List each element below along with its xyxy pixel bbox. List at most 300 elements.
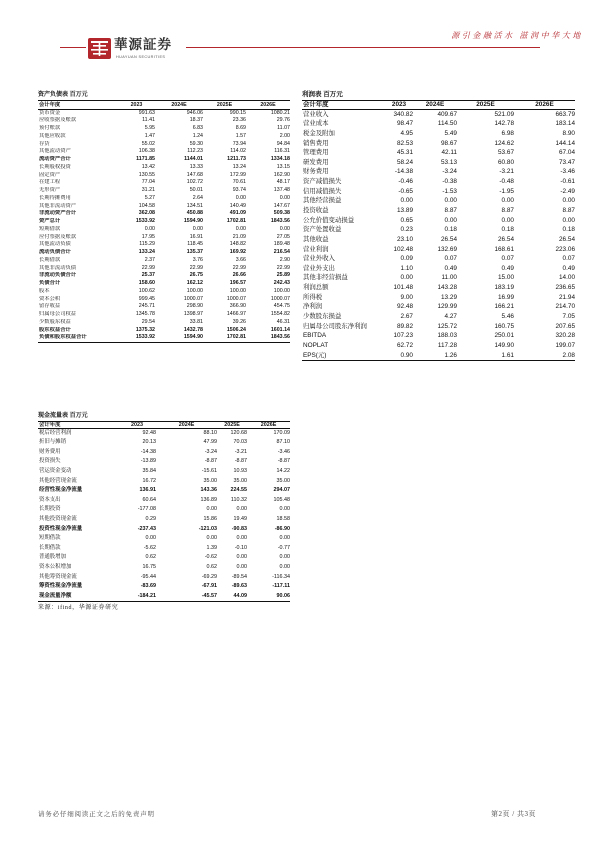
- table-row: [38, 226, 290, 234]
- row-value: 16.72: [142, 477, 156, 484]
- row-value: 1.26: [444, 351, 457, 359]
- row-label: 普通股增加: [39, 554, 66, 561]
- row-label: 应收票据及账款: [39, 117, 77, 124]
- table-row: [302, 235, 575, 245]
- table-row: [302, 139, 575, 149]
- table-row: [38, 334, 290, 342]
- row-value: 25.37: [141, 272, 155, 279]
- row-value: 0.00: [236, 506, 247, 513]
- row-value: 17.95: [141, 233, 155, 240]
- column-header: 2025E: [224, 422, 240, 428]
- table-row: [38, 296, 290, 304]
- row-value: 16.75: [142, 563, 156, 570]
- row-label: 流动负债合计: [39, 249, 71, 256]
- table-row: [38, 544, 290, 554]
- row-value: 1.24: [192, 132, 203, 139]
- table-row: [38, 110, 290, 118]
- row-value: 1211.73: [227, 156, 246, 163]
- header-rule: [186, 47, 540, 48]
- row-value: -8.87: [204, 458, 217, 465]
- table-row: [38, 563, 290, 573]
- row-value: -3.21: [234, 448, 247, 455]
- table-row: [302, 196, 575, 206]
- table-row: [302, 177, 575, 187]
- cash-flow-table: [38, 411, 290, 602]
- table-title: 现金流量表 百万元: [38, 413, 88, 419]
- row-label: 财务费用: [39, 448, 61, 455]
- row-value: 1554.82: [270, 311, 290, 318]
- table-row: [38, 141, 290, 149]
- row-value: 26.66: [232, 272, 246, 279]
- row-value: 35.00: [233, 477, 247, 484]
- row-value: 44.09: [233, 592, 247, 599]
- row-value: -237.43: [137, 525, 156, 532]
- row-value: 0.00: [444, 197, 457, 205]
- row-value: 1144.01: [184, 156, 203, 163]
- row-label: 长期借款: [39, 256, 61, 263]
- row-label: 非流动负债合计: [39, 272, 77, 279]
- row-value: 340.82: [393, 110, 413, 118]
- row-value: 0.62: [206, 563, 217, 570]
- row-label: 现金流量净额: [39, 592, 72, 599]
- row-value: 73.47: [559, 158, 575, 166]
- row-value: 0.90: [400, 351, 413, 359]
- row-value: 118.45: [187, 241, 203, 248]
- row-value: 0.49: [562, 264, 575, 272]
- table-bottom-rule: [38, 342, 290, 343]
- row-label: 长期股权投资: [39, 163, 71, 170]
- row-label: 资本公积: [39, 295, 61, 302]
- row-value: 183.14: [555, 120, 575, 128]
- table-row: [38, 187, 290, 195]
- row-value: 11.07: [277, 125, 290, 132]
- row-value: 8.87: [562, 207, 575, 214]
- table-row: [38, 429, 290, 439]
- row-value: 98.47: [397, 120, 413, 128]
- row-label: 信用减值损失: [303, 187, 342, 195]
- row-value: 94.84: [276, 140, 290, 147]
- row-value: 23.10: [397, 235, 413, 243]
- row-value: 58.24: [397, 158, 413, 166]
- column-header: 2025E: [216, 102, 233, 108]
- row-label: 投资损失: [39, 458, 61, 465]
- row-label: 资产总计: [39, 218, 61, 225]
- row-value: 26.75: [189, 272, 203, 279]
- row-value: 663.79: [555, 110, 575, 118]
- table-row: [38, 592, 290, 602]
- row-value: 35.84: [142, 467, 156, 474]
- balance-sheet-table: [38, 90, 290, 343]
- row-label: 资产减值损失: [303, 178, 342, 186]
- table-bottom-rule: [302, 360, 575, 361]
- row-value: 0.49: [501, 264, 514, 272]
- row-value: 14.00: [559, 274, 575, 282]
- row-value: 88.10: [203, 429, 217, 436]
- row-label: 其他流动负债: [39, 241, 71, 248]
- row-label: 所得税: [303, 293, 323, 301]
- row-value: 214.70: [555, 303, 575, 311]
- row-value: 33.81: [189, 318, 203, 325]
- row-value: 5.46: [501, 313, 514, 321]
- row-value: 0.23: [400, 226, 413, 234]
- row-label: 负债合计: [39, 280, 61, 287]
- row-label: 预付账款: [39, 125, 61, 132]
- row-value: 2.67: [400, 313, 413, 321]
- table-row: [38, 179, 290, 187]
- row-value: 0.49: [444, 264, 457, 272]
- row-label: 短期借款: [39, 225, 61, 232]
- row-value: 0.00: [206, 535, 217, 542]
- row-value: 22.99: [189, 264, 203, 271]
- row-value: 14.22: [276, 467, 290, 474]
- row-label: 营业收入: [303, 110, 329, 118]
- table-row: [302, 148, 575, 158]
- row-label: 长期借款: [39, 544, 61, 551]
- row-value: 26.54: [559, 235, 575, 243]
- row-value: 67.04: [559, 149, 575, 157]
- row-value: 102.48: [393, 245, 413, 253]
- row-value: 73.94: [232, 140, 246, 147]
- row-value: 1432.78: [183, 326, 203, 333]
- row-label: 少数股东损益: [303, 313, 342, 321]
- row-value: 102.72: [186, 179, 203, 186]
- row-value: 1.61: [501, 351, 514, 359]
- row-value: 0.07: [562, 255, 575, 263]
- row-value: 1000.07: [226, 295, 246, 302]
- row-value: 0.00: [400, 197, 413, 205]
- row-value: 39.26: [232, 318, 246, 325]
- table-row: [302, 129, 575, 139]
- row-label: 负债和股东权益合计: [39, 334, 87, 341]
- row-label: 非流动资产合计: [39, 210, 77, 217]
- column-header: 会计年度: [303, 101, 329, 108]
- row-value: 129.99: [437, 303, 457, 311]
- row-value: 236.65: [555, 284, 575, 292]
- column-header: 2026E: [260, 422, 277, 428]
- table-row: [38, 288, 290, 296]
- row-value: 521.09: [494, 110, 514, 118]
- row-value: 27.05: [276, 233, 290, 240]
- row-value: 0.00: [501, 197, 514, 205]
- row-value: 2.37: [144, 256, 155, 263]
- row-value: 242.43: [273, 280, 290, 287]
- row-value: 0.18: [501, 226, 514, 234]
- row-value: 13.15: [276, 163, 290, 170]
- row-value: 148.82: [229, 241, 246, 248]
- table-row: [38, 210, 290, 218]
- row-value: 13.29: [441, 293, 457, 301]
- table-title: 利润表 百万元: [302, 91, 343, 98]
- row-value: 0.18: [444, 226, 457, 234]
- row-value: 216.54: [273, 249, 290, 256]
- row-value: 158.60: [138, 280, 155, 287]
- row-label: 筹资性现金净流量: [39, 583, 83, 590]
- row-value: -3.24: [204, 448, 217, 455]
- row-value: 110.32: [230, 496, 247, 503]
- row-value: -86.90: [274, 525, 290, 532]
- table-row: [302, 187, 575, 197]
- row-value: 26.54: [498, 235, 514, 243]
- table-row: [302, 302, 575, 312]
- table-row: [38, 234, 290, 242]
- row-value: 5.49: [444, 129, 457, 137]
- row-value: -3.24: [442, 168, 457, 176]
- row-value: 124.62: [494, 139, 514, 147]
- row-value: 82.53: [397, 139, 413, 147]
- row-label: 净利润: [303, 303, 323, 311]
- column-header: 会计年度: [39, 102, 61, 108]
- row-value: 8.87: [501, 207, 514, 214]
- row-value: 60.64: [142, 496, 156, 503]
- row-value: 100.62: [138, 287, 155, 294]
- row-label: 公允价值变动损益: [303, 216, 355, 224]
- row-value: 946.06: [186, 109, 203, 116]
- row-label: 资产处置收益: [303, 226, 342, 234]
- row-value: 160.75: [494, 322, 514, 330]
- row-value: -89.54: [231, 573, 247, 580]
- row-value: -45.57: [201, 592, 217, 599]
- row-label: 其他收益: [303, 235, 329, 243]
- header-rule: [60, 47, 86, 48]
- row-value: 1.57: [235, 132, 246, 139]
- row-value: 1334.18: [270, 156, 290, 163]
- row-value: 116.31: [274, 148, 290, 155]
- row-value: 1080.21: [270, 109, 290, 116]
- table-row: [302, 322, 575, 332]
- row-value: 1702.81: [226, 218, 246, 225]
- row-value: 2.08: [562, 351, 575, 359]
- row-value: 15.86: [203, 515, 217, 522]
- table-row: [302, 293, 575, 303]
- row-label: 投资性现金净流量: [39, 525, 83, 532]
- row-value: -95.44: [140, 573, 156, 580]
- table-row: [38, 486, 290, 496]
- row-value: 98.67: [441, 139, 457, 147]
- row-value: 100.00: [186, 287, 203, 294]
- row-value: 298.90: [186, 303, 203, 310]
- row-label: 流动资产合计: [39, 156, 71, 163]
- table-row: [38, 164, 290, 172]
- row-value: 1843.56: [270, 334, 290, 341]
- header-slogan: 源引金融活水 滋润中华大地: [451, 31, 583, 40]
- row-value: 491.09: [229, 210, 246, 217]
- row-value: 120.68: [230, 429, 247, 436]
- row-value: 100.00: [229, 287, 246, 294]
- row-value: 53.13: [441, 158, 457, 166]
- row-value: 1594.90: [183, 218, 203, 225]
- row-value: 31.21: [141, 187, 155, 194]
- row-value: 59.30: [189, 140, 203, 147]
- table-row: [302, 110, 575, 120]
- row-value: 189.48: [273, 241, 290, 248]
- row-value: 136.91: [139, 487, 156, 494]
- row-value: 294.07: [273, 487, 290, 494]
- row-value: 25.89: [276, 272, 290, 279]
- row-value: 1594.90: [183, 334, 203, 341]
- row-value: 93.74: [232, 187, 246, 194]
- table-row: [38, 249, 290, 257]
- table-row: [38, 272, 290, 280]
- row-value: 2.64: [192, 194, 203, 201]
- row-value: -67.91: [201, 583, 217, 590]
- row-label: 资本支出: [39, 496, 61, 503]
- row-value: 0.00: [236, 535, 247, 542]
- row-value: 13.33: [189, 163, 203, 170]
- row-value: 0.00: [501, 216, 514, 224]
- row-value: 999.45: [138, 295, 155, 302]
- table-row: [38, 327, 290, 335]
- row-value: 7.05: [562, 313, 575, 321]
- source-note: 来源：ifind，华源证券研究: [38, 605, 119, 611]
- row-label: 长期投资: [39, 506, 61, 513]
- row-value: 0.62: [145, 554, 156, 561]
- table-row: [302, 273, 575, 283]
- table-row: [302, 254, 575, 264]
- column-header: 2023: [131, 422, 143, 428]
- row-value: 1533.92: [135, 334, 155, 341]
- row-label: 其他非流动资产: [39, 202, 77, 209]
- row-value: 140.49: [229, 202, 246, 209]
- table-row: [38, 172, 290, 180]
- row-value: 250.01: [494, 332, 514, 340]
- row-value: -8.87: [277, 458, 290, 465]
- row-value: 35.00: [276, 477, 290, 484]
- row-value: -0.61: [560, 178, 575, 186]
- row-value: 3.66: [235, 256, 246, 263]
- row-value: 60.80: [498, 158, 514, 166]
- row-value: 19.49: [233, 515, 247, 522]
- table-row: [38, 156, 290, 164]
- table-row: [302, 119, 575, 129]
- row-value: 130.55: [138, 171, 155, 178]
- logo-text: 華源証券: [114, 37, 172, 52]
- row-value: 22.99: [232, 264, 246, 271]
- row-label: 其他筹资现金流: [39, 573, 77, 580]
- row-value: 1.39: [206, 544, 217, 551]
- row-value: 1533.92: [135, 218, 155, 225]
- row-value: 47.99: [203, 439, 217, 446]
- row-value: 450.88: [186, 210, 203, 217]
- row-value: 112.23: [187, 148, 203, 155]
- row-value: 0.00: [145, 535, 156, 542]
- row-value: 509.38: [273, 210, 290, 217]
- row-value: 0.00: [279, 194, 290, 201]
- table-row: [302, 216, 575, 226]
- table-row: [38, 125, 290, 133]
- row-value: 0.00: [279, 554, 290, 561]
- row-value: -0.65: [398, 187, 413, 195]
- table-row: [38, 467, 290, 477]
- table-row: [38, 553, 290, 563]
- row-value: -117.11: [272, 583, 290, 590]
- row-label: 其他非经营损益: [303, 274, 348, 282]
- row-value: 147.68: [186, 171, 203, 178]
- row-value: 0.07: [444, 255, 457, 263]
- table-row: [38, 515, 290, 525]
- table-row: [38, 203, 290, 211]
- row-label: 销售费用: [303, 139, 329, 147]
- row-value: 0.00: [279, 506, 290, 513]
- row-label: 少数股东权益: [39, 318, 71, 325]
- row-value: 89.82: [397, 322, 413, 330]
- column-header: 2026E: [260, 102, 276, 108]
- row-label: 其他投资现金流: [39, 515, 77, 522]
- row-value: 13.24: [232, 163, 246, 170]
- row-label: EPS(元): [303, 351, 327, 359]
- row-value: 125.72: [437, 322, 457, 330]
- row-value: 409.67: [437, 110, 457, 118]
- row-label: 利润总额: [303, 284, 329, 292]
- row-value: 172.99: [229, 171, 246, 178]
- row-label: 其他非流动负债: [39, 264, 77, 271]
- table-row: [38, 195, 290, 203]
- table-row: [302, 225, 575, 235]
- table-row: [38, 218, 290, 226]
- row-value: -1.53: [442, 187, 457, 195]
- row-value: 1843.56: [270, 218, 290, 225]
- row-value: 18.37: [189, 117, 203, 124]
- row-value: 143.28: [437, 284, 457, 292]
- row-label: 归属母公司权益: [39, 311, 77, 318]
- row-value: 0.09: [400, 255, 413, 263]
- row-value: -8.87: [234, 458, 247, 465]
- row-label: 货币资金: [39, 109, 61, 116]
- row-value: 9.00: [400, 293, 413, 301]
- row-value: 2.00: [279, 132, 290, 139]
- table-row: [302, 158, 575, 168]
- table-row: [302, 206, 575, 216]
- row-label: 管理费用: [303, 149, 329, 157]
- row-value: 100.00: [273, 287, 290, 294]
- row-value: 50.01: [189, 187, 203, 194]
- row-value: 92.48: [142, 429, 156, 436]
- row-value: -0.77: [277, 544, 290, 551]
- row-value: 0.00: [562, 216, 575, 224]
- row-label: 股东权益合计: [39, 326, 71, 333]
- row-value: 162.12: [186, 280, 203, 287]
- row-value: 5.95: [144, 125, 155, 132]
- table-row: [302, 283, 575, 293]
- row-value: 13.42: [141, 163, 155, 170]
- table-row: [38, 477, 290, 487]
- row-value: -1.95: [499, 187, 514, 195]
- row-value: 133.24: [138, 249, 155, 256]
- table-title: 资产负债表 百万元: [38, 92, 88, 98]
- huayuan-logo-icon: [88, 38, 111, 59]
- table-row: [38, 319, 290, 327]
- row-value: 137.48: [273, 187, 290, 194]
- row-value: -0.48: [499, 178, 514, 186]
- row-value: 11.41: [142, 117, 155, 124]
- row-value: 143.36: [200, 487, 217, 494]
- row-value: 0.00: [144, 225, 155, 232]
- row-label: EBITDA: [303, 332, 327, 340]
- row-label: NOPLAT: [303, 341, 329, 349]
- row-value: 1171.85: [136, 156, 155, 163]
- row-label: 长期待摊费用: [39, 194, 71, 201]
- column-header: 2023: [391, 101, 407, 108]
- row-value: 1000.07: [270, 295, 290, 302]
- table-bottom-rule: [38, 601, 290, 602]
- column-header: 2024E: [171, 102, 187, 108]
- row-value: 46.31: [276, 318, 290, 325]
- row-value: 42.11: [441, 149, 457, 157]
- row-value: -121.03: [198, 525, 217, 532]
- row-value: 22.99: [141, 264, 155, 271]
- row-value: 107.23: [393, 332, 413, 340]
- table-row: [38, 280, 290, 288]
- row-value: 224.55: [230, 487, 247, 494]
